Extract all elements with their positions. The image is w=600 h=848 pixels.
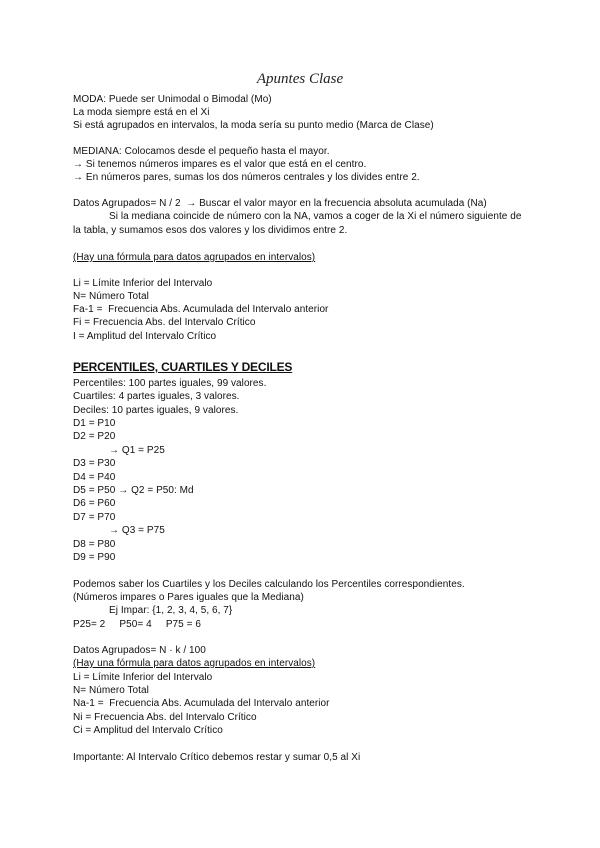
grouped-percentile-formula: Datos Agrupados= N · k / 100: [73, 645, 206, 656]
percentiles-line: Percentiles: 100 partes iguales, 99 valores.: [73, 378, 267, 389]
definition-n: N= Número Total: [73, 291, 149, 302]
decile-d2: D2 = P20: [73, 431, 116, 442]
important-note: Importante: Al Intervalo Crítico debemos restar y sumar 0,5 al Xi: [73, 752, 361, 763]
moda-note: La moda siempre está en el Xi: [73, 107, 210, 118]
moda-definition: MODA: Puede ser Unimodal o Bimodal (Mo): [73, 94, 272, 105]
calc-note-paren: (Números impares o Pares iguales que la Mediana): [73, 592, 304, 603]
cuartiles-line: Cuartiles: 4 partes iguales, 3 valores.: [73, 391, 240, 402]
page-title: Apuntes Clase: [256, 71, 344, 87]
grouped-median-detail-cont: la tabla, y sumamos esos dos valores y los dividimos entre 2.: [73, 225, 348, 236]
definition-fa1: Fa-1 = Frecuencia Abs. Acumulada del Intervalo anterior: [73, 304, 329, 315]
decile-d8: D8 = P80: [73, 539, 116, 550]
formula-note: (Hay una fórmula para datos agrupados en intervalos): [73, 252, 316, 263]
definition-i: I = Amplitud del Intervalo Crítico: [73, 331, 217, 342]
quartile-q3: → Q3 = P75: [109, 525, 165, 536]
definition-fi: Fi = Frecuencia Abs. del Intervalo Crítico: [73, 317, 256, 328]
decile-d5: D5 = P50 → Q2 = P50: Md: [73, 485, 194, 496]
mediana-definition: MEDIANA: Colocamos desde el pequeño hasta el mayor.: [73, 146, 330, 157]
section-heading: PERCENTILES, CUARTILES Y DECILES: [73, 360, 293, 374]
definition-n-2: N= Número Total: [73, 685, 149, 696]
mediana-odd-note: → Si tenemos números impares es el valor que está en el centro.: [73, 159, 367, 170]
decile-d9: D9 = P90: [73, 552, 116, 563]
decile-d7: D7 = P70: [73, 512, 116, 523]
definition-li: Li = Límite Inferior del Intervalo: [73, 278, 213, 289]
decile-d3: D3 = P30: [73, 458, 116, 469]
mediana-even-note: → En números pares, sumas los dos números centrales y los divides entre 2.: [73, 172, 420, 183]
definition-ni: Ni = Frecuencia Abs. del Intervalo Crítico: [73, 712, 257, 723]
moda-grouped-note: Si está agrupados en intervalos, la moda sería su punto medio (Marca de Clase): [73, 120, 434, 131]
definition-ci: Ci = Amplitud del Intervalo Crítico: [73, 725, 223, 736]
deciles-line: Deciles: 10 partes iguales, 9 valores.: [73, 405, 239, 416]
definition-li-2: Li = Límite Inferior del Intervalo: [73, 672, 213, 683]
grouped-median-line: Datos Agrupados= N / 2 → Buscar el valor mayor en la frecuencia absoluta acumulada (Na): [73, 198, 487, 209]
formula-note-2: (Hay una fórmula para datos agrupados en intervalos): [73, 658, 316, 669]
definition-na1: Na-1 = Frecuencia Abs. Acumulada del Intervalo anterior: [73, 698, 330, 709]
example-results: P25= 2 P50= 4 P75 = 6: [73, 619, 201, 630]
grouped-median-detail: Si la mediana coincide de número con la NA, vamos a coger de la Xi el número siguiente de: [109, 211, 522, 222]
decile-d6: D6 = P60: [73, 498, 116, 509]
decile-d1: D1 = P10: [73, 418, 116, 429]
example-odd: Ej Impar: {1, 2, 3, 4, 5, 6, 7}: [109, 605, 233, 616]
quartile-q1: → Q1 = P25: [109, 445, 165, 456]
decile-d4: D4 = P40: [73, 472, 116, 483]
calc-note: Podemos saber los Cuartiles y los Deciles calculando los Percentiles correspondientes.: [73, 579, 465, 590]
